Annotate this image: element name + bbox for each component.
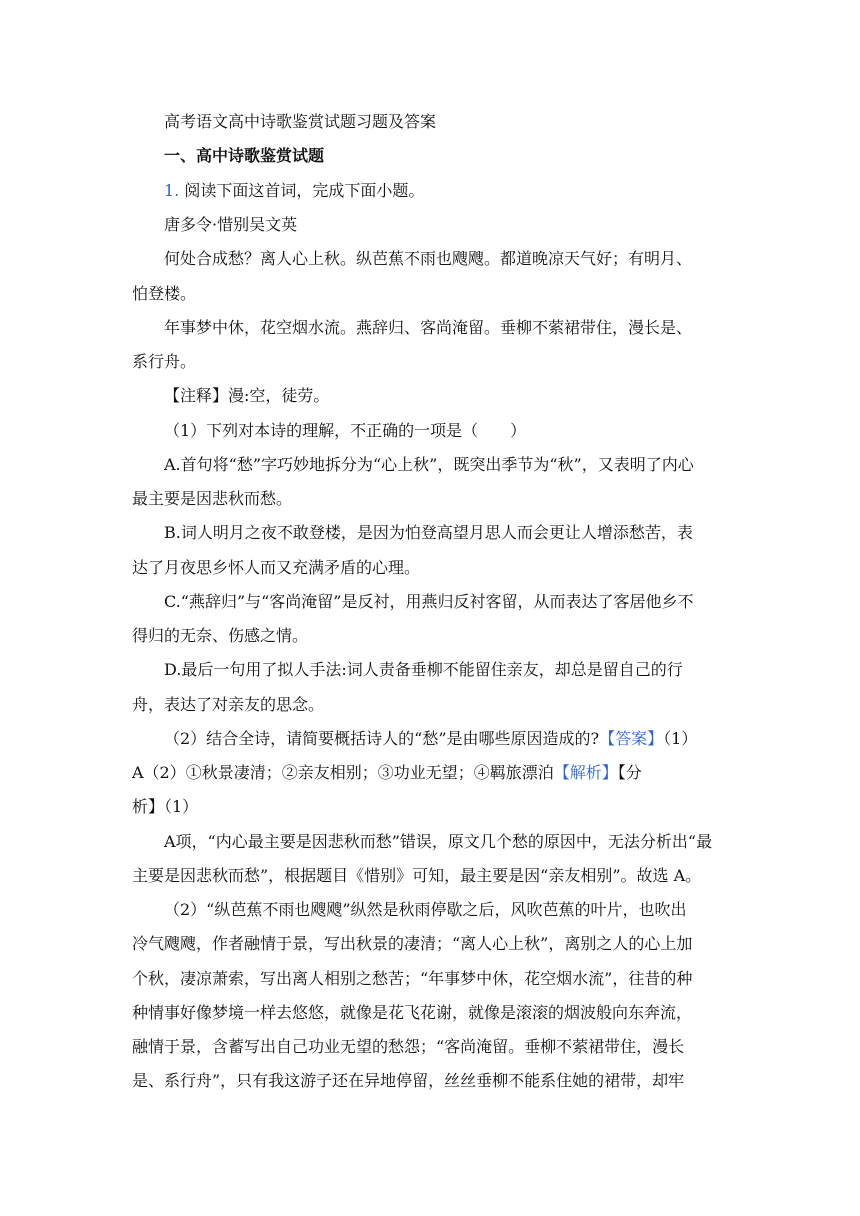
poem-line: 何处合成愁？离人心上秋。纵芭蕉不雨也飕飕。都道晚凉天气好；有明月、	[164, 249, 693, 268]
answer-tag: 【答案】	[599, 729, 664, 748]
explanation-line: 种情事好像梦境一样去悠悠，就像是花飞花谢，就像是滚滚的烟波般向东奔流，	[132, 1003, 693, 1022]
option-d-line: 舟，表达了对亲友的思念。	[132, 695, 325, 714]
doc-title: 高考语文高中诗歌鉴赏试题习题及答案	[164, 112, 437, 131]
section-heading: 一、高中诗歌鉴赏试题	[164, 146, 325, 165]
answer-start: （1）	[663, 729, 698, 748]
poem-title: 唐多令·惜别吴文英	[164, 215, 298, 234]
explanation-line: 融情于景，含蓄写出自己功业无望的愁怨；“客尚淹留。垂柳不萦裙带住，漫长	[132, 1037, 685, 1056]
question-intro	[164, 181, 424, 201]
option-a-line: 最主要是因悲秋而愁。	[132, 489, 293, 508]
poem-line: 怕登楼。	[132, 284, 197, 303]
option-c-line: 得归的无奈、伤感之情。	[132, 626, 309, 645]
question-1: （1）下列对本诗的理解，不正确的一项是（ ）	[164, 421, 527, 440]
question-number: 1.	[164, 181, 180, 200]
option-b-line: 达了月夜思乡怀人而又充满矛盾的心理。	[132, 558, 421, 577]
explanation-line: A项，“内心最主要是因悲秋而愁”错误，原文几个愁的原因中，无法分析出“最	[164, 832, 713, 851]
annotation-note: 【注释】漫:空，徒劳。	[164, 386, 330, 405]
answer-text: A（2）①秋景凄清；②亲友相别；③功业无望；④羁旅漂泊	[132, 763, 554, 782]
option-b-line: B.词人明月之夜不敢登楼，是因为怕登高望月思人而会更让人增添愁苦，表	[164, 523, 693, 542]
explanation-line: 是、系行舟”，只有我这游子还在异地停留，丝丝垂柳不能系住她的裙带，却牢	[132, 1071, 685, 1090]
question-2-text: （2）结合全诗，请简要概括诗人的“愁”是由哪些原因造成的?	[164, 729, 600, 748]
analysis-tag: 【解析】	[553, 763, 618, 782]
explanation-line: 个秋，凄凉萧索，写出离人相别之愁苦；“年事梦中休，花空烟水流”，往昔的种	[132, 969, 693, 988]
explanation-line: 主要是因悲秋而愁”，根据题目《惜别》可知，最主要是因“亲友相别”。故选 A。	[132, 866, 702, 885]
analysis-label-end: 析】（1）	[132, 797, 199, 816]
explanation-line: 冷气飕飕，作者融情于景，写出秋景的凄清；“离人心上秋”，离别之人的心上加	[132, 934, 693, 953]
explanation-line: （2）“纵芭蕉不雨也飕飕”纵然是秋雨停歇之后，风吹芭蕉的叶片，也吹出	[164, 900, 687, 919]
poem-line: 年事梦中休，花空烟水流。燕辞归、客尚淹留。垂柳不萦裙带住，漫长是、	[164, 318, 693, 337]
poem-line: 系行舟。	[132, 352, 197, 371]
answer-line	[132, 763, 642, 783]
option-d-line: D.最后一句用了拟人手法:词人责备垂柳不能留住亲友，却总是留自己的行	[164, 660, 683, 679]
option-a-line: A.首句将“愁”字巧妙地拆分为“心上秋”，既突出季节为“秋”，又表明了内心	[164, 455, 694, 474]
question-2	[164, 729, 697, 749]
option-c-line: C.“燕辞归”与“客尚淹留”是反衬，用燕归反衬客留，从而表达了客居他乡不	[164, 592, 694, 611]
question-intro-text: 阅读下面这首词，完成下面小题。	[184, 181, 425, 200]
analysis-label-start: 【分	[617, 763, 642, 782]
